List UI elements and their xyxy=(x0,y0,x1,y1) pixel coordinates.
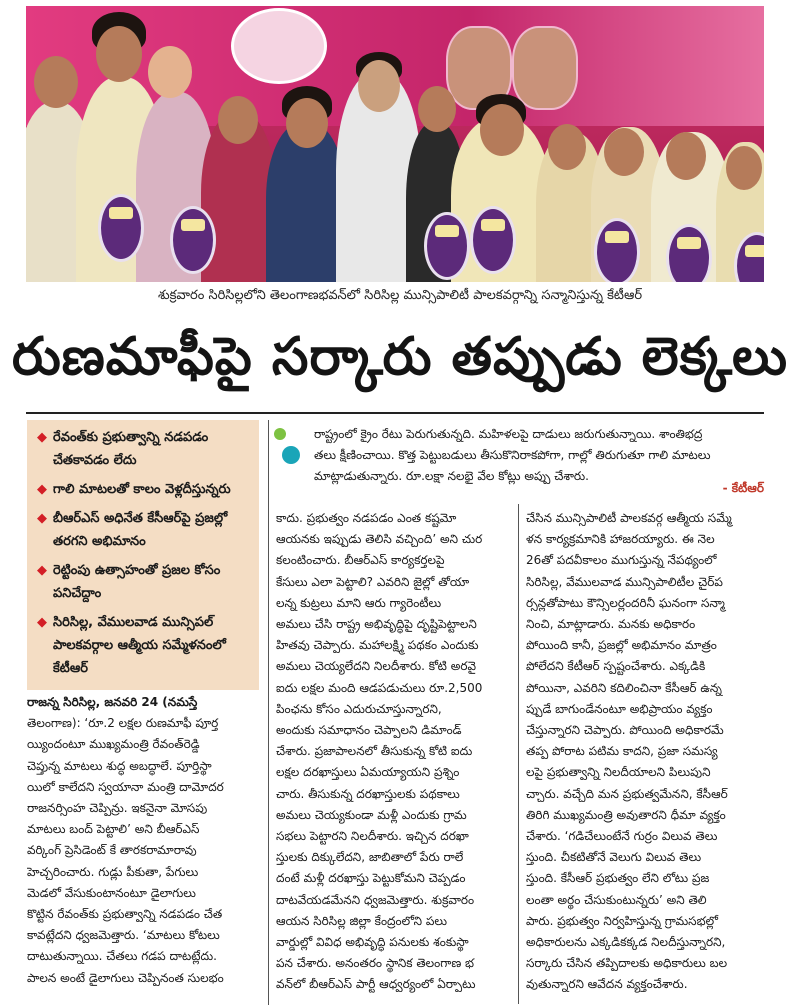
person-face xyxy=(358,60,400,112)
bullet-icon: ◆ xyxy=(37,563,47,578)
column-divider xyxy=(268,420,269,1005)
person-face xyxy=(726,146,762,190)
person-face xyxy=(666,132,706,180)
memento-plaque xyxy=(424,212,470,280)
article-line: పారు. ప్రభుత్వం నిర్వహిస్తున్న గ్రామసభల్లో xyxy=(526,913,718,928)
highlight-point xyxy=(37,559,251,605)
person-face xyxy=(548,124,586,170)
headline-rule xyxy=(26,412,764,414)
article-line: దంటే మళ్లీ దరఖాస్తు పెట్టుకోమని చెప్పడం xyxy=(276,871,466,886)
photo-caption: శుక్రవారం సిరిసిల్లలోని తెలంగాణభవన్‌లో సిరిసిల్ల మున్సిపాలిటీ పాలకవర్గాన్ని సన్మానిస్తున్న కేటీఆర్ xyxy=(157,288,643,303)
article-line: స్తుంది. చీకటితోనే వెలుగు విలువ తెలు xyxy=(526,850,702,865)
article-line: హితవు చెప్పారు. మహాలక్ష్మి పథకం ఎందుకు xyxy=(276,638,479,653)
article-line: చెప్తున్న మాటలు శుద్ధ అబద్ధాలే. పూర్తిస్థా xyxy=(27,758,212,773)
quote-line: తలు క్షీణించాయి. కొత్త పెట్టుబడులు తీసుకొనిరాకపోగా, గాల్లో తిరుగుతూ గాలి మాటలు xyxy=(314,448,711,462)
highlight-point xyxy=(37,507,251,553)
highlight-text: రేవంత్‌కు ప్రభుత్వాన్ని నడపడం చేతకావడం లేదు xyxy=(53,430,209,468)
article-line: లక్షల దరఖాస్తులు ఏమయ్యాయని ప్రశ్నిం xyxy=(276,765,460,780)
article-line: చేశారు. ‘గడిచేలుంటేనే గుర్రం విలువ తెలు xyxy=(526,829,718,844)
quote-line: రాష్ట్రంలో క్రైం రేటు పెరుగుతున్నది. మహిళలపై దాడులు జరుగుతున్నాయి. శాంతిభద్ర xyxy=(314,427,703,441)
article-line: కొట్టిన రేవంత్‌కు ప్రభుత్వాన్ని నడపడం చేత xyxy=(27,907,223,922)
quote-mark-icon xyxy=(274,426,302,468)
article-line: రాజన్న సిరిసిల్ల, జనవరి 24 (నమస్తే xyxy=(27,695,198,709)
person-face xyxy=(286,98,328,148)
article-line: పోయింది కానీ, ప్రజల్లో అభిమానం మాత్రం xyxy=(526,638,717,653)
highlight-text: గాలి మాటలతో కాలం వెళ్లదీస్తున్నరు xyxy=(53,482,231,497)
article-line: ళన కార్యక్రమానికి హాజరయ్యారు. ఈ నెల xyxy=(526,532,715,547)
article-line: పింఛను కోసం ఎదురుచూస్తున్నారని, xyxy=(276,701,442,716)
quote-attribution: - కేటీఆర్ xyxy=(722,481,764,495)
article-line: కలంటించారు. బీఆర్‌ఎస్ కార్యకర్తలపై xyxy=(276,553,445,568)
highlight-text: రెట్టింపు ఉత్సాహంతో ప్రజల కోసం పనిచేద్దాం xyxy=(53,563,221,601)
article-column-3 xyxy=(526,508,764,996)
article-line: చేశారు. ప్రజాపాలనలో తీసుకున్న కోటి ఐదు xyxy=(276,744,473,759)
highlight-text: సిరిసిల్ల, వేములవాడ మున్సిపల్ పాలకవర్గాల ఆత్మీయ సమ్మేళనంలో కేటీఆర్ xyxy=(53,615,226,676)
memento-plaque xyxy=(98,194,144,262)
article-line: వర్కింగ్ ప్రెసిడెంట్ కే తారకరామారావు xyxy=(27,843,197,858)
article-line: కాదు. ప్రభుత్వం నడపడం ఎంత కష్టమో xyxy=(276,511,457,525)
bullet-icon: ◆ xyxy=(37,430,47,445)
person-face xyxy=(34,56,78,108)
memento-plaque xyxy=(170,206,216,274)
article-line: మెడలో వేసుకుంటానంటూ డైలాగులు xyxy=(27,885,196,900)
article-line: పాలన అంటే డైలాగులు చెప్పినంత సులభం xyxy=(27,970,224,985)
article-line: 26తో పదవీకాలం ముగుస్తున్న నేపథ్యంలో xyxy=(526,553,717,568)
quote-text xyxy=(314,424,764,487)
banner-portrait xyxy=(512,26,578,110)
article-line: అమలు చేసి రాష్ట్ర అభివృద్ధిపై దృష్టిపెట్టాలని xyxy=(276,617,477,632)
article-line: లన్న కుట్రలు మాని ఆరు గ్యారెంటీలు xyxy=(276,595,442,610)
article-line: తిరిగి ముఖ్యమంత్రి అవుతారని ధీమా వ్యక్తం xyxy=(526,807,726,822)
article-line: య్యిందంటూ ముఖ్యమంత్రి రేవంత్‌రెడ్డి xyxy=(27,737,200,752)
article-line: నించి, మాట్లాడారు. మనకు అధికారం xyxy=(526,617,696,632)
article-line: ఆయన సిరిసిల్ల జిల్లా కేంద్రంలోని పలు xyxy=(276,913,448,928)
article-line: వన్‌లో బీఆర్‌ఎస్ పార్టీ ఆధ్వర్యంలో ఏర్పాటు xyxy=(276,977,476,992)
article-line: అమలు చెయ్యకుండా మళ్లీ ఎందుకు గ్రామ xyxy=(276,807,467,822)
article-column-1 xyxy=(27,692,261,989)
article-line: దాటుతున్నాయి. చేతలు గడప దాటట్లేదు. xyxy=(27,949,217,964)
highlight-text: బీఆర్‌ఎస్ అధినేత కేసీఆర్‌పై ప్రజల్లో తరగని అభిమానం xyxy=(53,511,228,549)
article-line: పోయినా, ఎవరిని కదిలించినా కేసీఆర్ ఉన్న xyxy=(526,680,722,695)
memento-plaque xyxy=(594,218,640,282)
article-line: హెచ్చరించారు. గుడ్లు పీకుతా, పేగులు xyxy=(27,864,199,879)
article-line: వార్డుల్లో వివిధ అభివృద్ధి పనులకు శంకుస్థా xyxy=(276,935,469,950)
pull-quote xyxy=(274,420,764,498)
article-line: లపై ప్రభుత్వాన్ని నిలదీయాలని పిలుపుని xyxy=(526,765,711,780)
person-face xyxy=(480,104,524,156)
highlight-point xyxy=(37,478,251,501)
party-logo-emblem xyxy=(231,8,327,84)
article-line: తప్ప పోరాట పటిమ కాదని, ప్రజా సమస్య xyxy=(526,744,718,759)
article-line: సభలు పెట్టారని నిలదీశారు. ఇచ్చిన దరఖా xyxy=(276,829,469,844)
bullet-icon: ◆ xyxy=(37,615,47,630)
article-line: రాజనర్సింహ చెప్పిన్రు. ఇకనైనా మోసపు xyxy=(27,801,208,816)
article-line: వుతున్నారని ఆవేదన వ్యక్తంచేశారు. xyxy=(526,977,688,992)
article-line: లంతా అర్థం చేసుకుంటున్నరు’ అని తెలి xyxy=(526,892,707,907)
person-face xyxy=(218,96,258,144)
article-line: ప్పుడే బాగుండేనంటూ అభిప్రాయం వ్యక్తం xyxy=(526,701,713,716)
article-line: అమలు చెయ్యలేదని నిలదీశారు. కోటి అరవై xyxy=(276,659,477,674)
highlights-box xyxy=(27,420,259,690)
article-line: ఆయనకు ఇప్పుడు తెలిసి వచ్చింది’ అని చుర xyxy=(276,532,483,547)
headline: రుణమాఫీపై సర్కారు తప్పుడు లెక్కలు xyxy=(11,326,789,387)
highlight-point xyxy=(37,611,251,680)
person-face xyxy=(96,26,142,82)
person-face xyxy=(418,86,456,132)
person-face xyxy=(148,46,192,98)
article-line: స్తులకు దిక్కులేదని, జాబితాలో పేరు రాలే xyxy=(276,850,464,865)
bullet-icon: ◆ xyxy=(37,482,47,497)
article-line: చ్చారు. వచ్చేది మన ప్రభుత్వమేనని, కేసీఆర్ xyxy=(526,786,728,801)
article-column-2 xyxy=(276,508,512,996)
bullet-icon: ◆ xyxy=(37,511,47,526)
memento-plaque xyxy=(470,206,516,274)
article-line: కేసులు ఎలా పెట్టాలి? ఎవరిని జైల్లో తోయా xyxy=(276,574,470,589)
news-photo xyxy=(26,6,764,282)
highlight-point xyxy=(37,426,251,472)
person-face xyxy=(604,128,644,176)
article-line: సర్కారు చేసిన తప్పిదాలకు అధికారులు బల xyxy=(526,956,728,971)
column-divider xyxy=(518,504,519,1004)
article-line: పన చేశారు. అనంతరం స్థానిక తెలంగాణ భ xyxy=(276,956,475,971)
article-line: ఐదు లక్షల మంది ఆడపడుచులు రూ.2,500 xyxy=(276,680,483,695)
article-line: ర్సన్లతోపాటు కౌన్సిలర్లందరినీ ఘనంగా సన్మా xyxy=(526,595,725,610)
article-line: స్తుంది. కేసీఆర్ ప్రభుత్వం లేని లోటు ప్రజ xyxy=(526,871,710,886)
article-line: యిలో కాలేదని స్వయానా మంత్రి దామోదర xyxy=(27,779,224,794)
article-line: అందుకు సమాధానం చెప్పాలని డిమాండ్ xyxy=(276,723,462,738)
article-line: మాటలు బంద్ పెట్టాలి’ అని బీఆర్‌ఎస్ xyxy=(27,822,200,837)
article-line: చేసిన మున్సిపాలిటీ పాలకవర్గ ఆత్మీయ సమ్మే xyxy=(526,511,732,525)
article-line: కావట్లేదని ధ్వజమెత్తారు. ‘మాటలు కోటలు xyxy=(27,928,220,943)
article-line: పోలేదని కేటీఆర్ స్పష్టంచేశారు. ఎక్కడికి xyxy=(526,659,706,674)
article-line: తెలంగాణ): ‘రూ.2 లక్షల రుణమాఫీ పూర్త xyxy=(27,716,219,731)
article-line: చేస్తున్నారని చెప్పారు. పోయింది అధికారమే xyxy=(526,723,724,738)
article-line: సిరిసిల్ల, వేములవాడ మున్సిపాలిటీల చైర్‌ప xyxy=(526,574,723,589)
article-line: అధికారులను ఎక్కడికక్కడ నిలదీస్తున్నారని, xyxy=(526,935,726,950)
article-line: దాటవేయడమేనని ధ్వజమెత్తారు. శుక్రవారం xyxy=(276,892,475,907)
quote-line: మాట్లాడుతున్నారు. రూ.లక్షా నలభై వేల కోట్లు అప్పు చేశారు. xyxy=(314,469,589,483)
article-line: చారు. తీసుకున్న దరఖాస్తులకు పథకాలు xyxy=(276,786,460,801)
